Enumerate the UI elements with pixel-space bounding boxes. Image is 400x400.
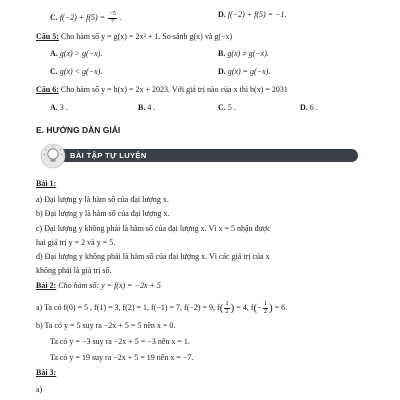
option-text: 5 . [227,103,236,112]
paren-close: ) [230,301,235,314]
question-title: Câu 5: [36,32,59,41]
q5-option-c [50,68,102,76]
fraction-denominator: 2 [263,307,267,315]
bai1-title: Bài 1: [36,179,57,188]
option-label: B. [218,49,226,58]
bai2-part-b-line: Ta có y = 19 suy ra −2x + 5 = 19 nên x = −7. [50,353,194,362]
minus-sign: − [257,303,262,313]
bai2-a-text: a) Ta có f(0) = 5 , f(1) = 3, f(2) = 1, f(−1) = 7, f(−2) = 9, f [36,303,220,313]
fraction-numerator: 1 [263,300,267,307]
option-label: A. [50,103,58,112]
option-end: . [120,13,122,23]
option-label: B. [138,103,146,112]
fraction-denominator: 2 [225,307,229,315]
paren-open: ( [219,301,224,314]
paren-close: ) [268,301,273,314]
option-d-top [218,11,286,19]
q6-option-c [218,104,236,112]
fraction-numerator: −5 [109,10,116,17]
question-6 [36,86,288,94]
option-text: g(x) ≠ g(−x). [227,49,269,58]
banner-title: BÀI TẬP TỰ LUYỆN [70,151,147,160]
option-text: f(−2) + f(5) = −1. [227,10,287,19]
option-c-top [50,11,122,26]
option-label: C. [50,13,58,23]
option-label: C. [218,103,226,112]
q5-option-b [218,50,269,58]
fraction-numerator: 1 [225,300,229,307]
option-text: g(x) = g(−x). [227,67,271,76]
option-text: 6 . [309,103,318,112]
bai2-part-a [36,301,287,316]
bai1-item: hai giá trị y = 2 và y = 5. [36,238,116,247]
q5-option-a [50,50,102,58]
q5-option-d [218,68,270,76]
bai3-title: Bài 3: [36,368,57,377]
option-text: f(−2) + f(5) = [59,13,106,23]
bai3-part-a: a) [36,385,43,394]
option-text: g(x) < g(−x). [59,67,103,76]
fraction [263,301,268,316]
lightbulb-icon [40,143,66,169]
paren-open: ( [253,301,258,314]
bai2-title: Bài 2: [36,281,57,290]
option-label: A. [50,49,58,58]
bai2-part-b-line: Ta có y = −3 suy ra −2x + 5 = −3 nên x = 1. [50,337,190,346]
question-5 [36,33,232,41]
bai1-item: d) Đại lượng y không phải là hàm số của đại lượng x. Vì các giá trị của x [36,252,270,261]
bai2-a-mid: = 4, f [236,303,254,313]
fraction [224,301,229,316]
fraction-denominator: 7 [110,17,115,25]
option-text: 4 . [147,103,156,112]
bai2-header [36,282,161,290]
section-banner [40,143,358,167]
option-label: C. [50,67,58,76]
option-label: D. [218,67,226,76]
bai2-part-b-line: b) Ta có y = 5 suy ra −2x + 5 = 5 nên x = 0. [36,321,176,330]
q6-option-d [300,104,318,112]
q6-option-b [138,104,155,112]
bai1-item: không phải là giá trị số. [36,266,112,275]
option-label: D. [218,10,226,19]
option-label: D. [300,103,308,112]
bai2-stem: Cho hàm số: y = f(x) = −2x + 5 [58,281,161,290]
question-stem: Cho hàm số y = h(x) = 2x + 2023. Với giá trị nào của x thì h(x) = 2031 [60,85,288,94]
section-heading: E. HƯỚNG DẪN GIẢI [36,125,121,135]
q6-option-a [50,104,68,112]
bai1-item: c) Đại lượng y không phải là hàm số của đại lượng x. Vì x = 5 nhận được [36,224,271,233]
question-stem: Cho hàm số y = g(x) = 2x² + 1. So sánh g(x) và g(−x) [60,32,233,41]
option-text: 3 . [59,103,68,112]
fraction [108,11,117,26]
option-text: g(x) > g(−x). [59,49,103,58]
bai1-item: a) Đại lượng y là hàm số của đại lượng x. [36,195,169,204]
question-title: Câu 6: [36,85,59,94]
bai2-a-end: = 6. [274,303,288,313]
bai1-item: b) Đại lượng y là hàm số của đại lượng x. [36,209,170,218]
